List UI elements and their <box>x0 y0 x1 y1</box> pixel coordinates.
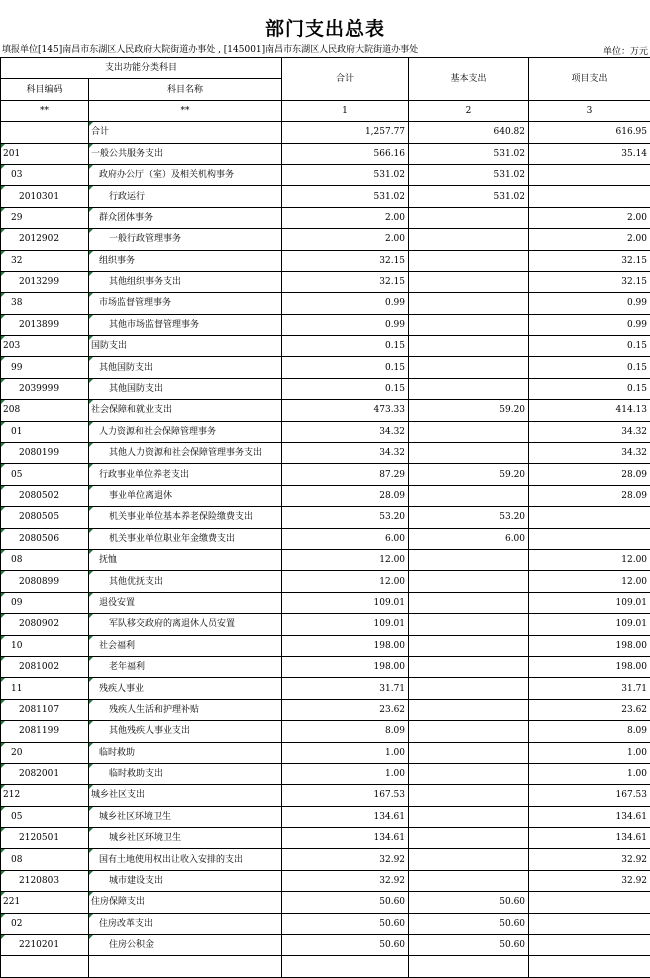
table-row <box>1 913 650 934</box>
table-row <box>1 828 650 849</box>
total-cell: 34.32 <box>282 421 409 442</box>
code-cell: 2081199 <box>1 721 89 742</box>
basic-cell: 640.82 <box>409 122 529 143</box>
total-cell: 50.60 <box>282 913 409 934</box>
project-cell <box>529 186 650 207</box>
total-cell: 2.00 <box>282 229 409 250</box>
code-cell: 08 <box>1 849 89 870</box>
name-cell: 抚恤 <box>89 549 282 570</box>
total-cell: 32.92 <box>282 849 409 870</box>
name-cell: 其他市场监督管理事务 <box>89 314 282 335</box>
project-cell: 0.15 <box>529 378 650 399</box>
total-cell: 0.15 <box>282 357 409 378</box>
project-cell: 616.95 <box>529 122 650 143</box>
table-row <box>1 250 650 271</box>
code-cell: 2081107 <box>1 699 89 720</box>
name-cell: 合计 <box>89 122 282 143</box>
header-name-star: ** <box>89 100 282 121</box>
name-cell: 政府办公厅（室）及相关机构事务 <box>89 164 282 185</box>
table-row <box>1 870 650 891</box>
name-cell: 城乡社区环境卫生 <box>89 806 282 827</box>
table-row <box>1 806 650 827</box>
header-project-index: 3 <box>529 100 650 121</box>
expenditure-table <box>0 57 650 978</box>
total-cell: 31.71 <box>282 678 409 699</box>
project-cell: 28.09 <box>529 485 650 506</box>
code-cell: 2080506 <box>1 528 89 549</box>
name-cell: 残疾人生活和护理补贴 <box>89 699 282 720</box>
project-cell <box>529 164 650 185</box>
code-cell: 09 <box>1 592 89 613</box>
code-cell: 08 <box>1 549 89 570</box>
table-row <box>1 186 650 207</box>
total-cell: 53.20 <box>282 507 409 528</box>
project-cell <box>529 935 650 956</box>
name-cell: 一般公共服务支出 <box>89 143 282 164</box>
total-cell: 566.16 <box>282 143 409 164</box>
basic-cell <box>409 443 529 464</box>
project-cell: 134.61 <box>529 806 650 827</box>
table-row <box>1 699 650 720</box>
project-cell: 35.14 <box>529 143 650 164</box>
total-cell: 109.01 <box>282 614 409 635</box>
table-row <box>1 485 650 506</box>
name-cell: 市场监督管理事务 <box>89 293 282 314</box>
total-cell: 1.00 <box>282 742 409 763</box>
table-row <box>1 956 650 977</box>
total-cell: 50.60 <box>282 935 409 956</box>
total-cell: 1,257.77 <box>282 122 409 143</box>
basic-cell <box>409 763 529 784</box>
code-cell: 2080199 <box>1 443 89 464</box>
basic-cell <box>409 549 529 570</box>
code-cell: 01 <box>1 421 89 442</box>
table-row <box>1 528 650 549</box>
name-cell: 其他优抚支出 <box>89 571 282 592</box>
code-cell: 2082001 <box>1 763 89 784</box>
total-cell: 12.00 <box>282 571 409 592</box>
total-cell: 198.00 <box>282 635 409 656</box>
project-cell: 32.92 <box>529 849 650 870</box>
project-cell <box>529 913 650 934</box>
basic-cell <box>409 614 529 635</box>
header-total-index: 1 <box>282 100 409 121</box>
basic-cell <box>409 742 529 763</box>
name-cell: 国有土地使用权出让收入安排的支出 <box>89 849 282 870</box>
name-cell: 其他组织事务支出 <box>89 271 282 292</box>
basic-cell <box>409 849 529 870</box>
name-cell: 社会福利 <box>89 635 282 656</box>
name-cell: 住房改革支出 <box>89 913 282 934</box>
total-cell: 8.09 <box>282 721 409 742</box>
table-row <box>1 571 650 592</box>
basic-cell: 53.20 <box>409 507 529 528</box>
basic-cell: 6.00 <box>409 528 529 549</box>
project-cell: 1.00 <box>529 763 650 784</box>
code-cell: 2010301 <box>1 186 89 207</box>
table-row <box>1 143 650 164</box>
project-cell: 32.92 <box>529 870 650 891</box>
basic-cell: 50.60 <box>409 892 529 913</box>
table-row <box>1 892 650 913</box>
project-cell: 12.00 <box>529 549 650 570</box>
code-cell: 99 <box>1 357 89 378</box>
total-cell: 32.15 <box>282 271 409 292</box>
code-cell: 2080505 <box>1 507 89 528</box>
code-cell: 10 <box>1 635 89 656</box>
project-cell: 2.00 <box>529 229 650 250</box>
code-cell: 221 <box>1 892 89 913</box>
name-cell: 人力资源和社会保障管理事务 <box>89 421 282 442</box>
table-row <box>1 293 650 314</box>
project-cell: 0.99 <box>529 314 650 335</box>
basic-cell <box>409 635 529 656</box>
total-cell: 50.60 <box>282 892 409 913</box>
table-row <box>1 400 650 421</box>
project-cell: 0.15 <box>529 336 650 357</box>
project-cell <box>529 528 650 549</box>
basic-cell <box>409 721 529 742</box>
code-cell: 2080899 <box>1 571 89 592</box>
project-cell: 2.00 <box>529 207 650 228</box>
basic-cell <box>409 229 529 250</box>
code-cell: 11 <box>1 678 89 699</box>
project-cell <box>529 507 650 528</box>
code-cell: 29 <box>1 207 89 228</box>
basic-cell: 531.02 <box>409 164 529 185</box>
table-row <box>1 229 650 250</box>
table-row <box>1 678 650 699</box>
project-cell: 12.00 <box>529 571 650 592</box>
total-cell <box>282 956 409 977</box>
code-cell <box>1 122 89 143</box>
total-cell: 34.32 <box>282 443 409 464</box>
code-cell: 2080502 <box>1 485 89 506</box>
basic-cell <box>409 785 529 806</box>
name-cell: 住房公积金 <box>89 935 282 956</box>
basic-cell <box>409 485 529 506</box>
basic-cell <box>409 806 529 827</box>
project-cell: 1.00 <box>529 742 650 763</box>
code-cell: 05 <box>1 806 89 827</box>
name-cell: 事业单位离退休 <box>89 485 282 506</box>
table-row <box>1 614 650 635</box>
project-cell: 32.15 <box>529 271 650 292</box>
project-cell <box>529 956 650 977</box>
name-cell: 行政事业单位养老支出 <box>89 464 282 485</box>
total-cell: 0.99 <box>282 293 409 314</box>
total-cell: 531.02 <box>282 186 409 207</box>
table-row <box>1 549 650 570</box>
project-cell: 23.62 <box>529 699 650 720</box>
total-cell: 134.61 <box>282 806 409 827</box>
project-cell: 109.01 <box>529 614 650 635</box>
code-cell: 203 <box>1 336 89 357</box>
total-cell: 0.99 <box>282 314 409 335</box>
code-cell: 32 <box>1 250 89 271</box>
name-cell: 城市建设支出 <box>89 870 282 891</box>
total-cell: 32.92 <box>282 870 409 891</box>
table-row <box>1 464 650 485</box>
project-cell: 31.71 <box>529 678 650 699</box>
name-cell: 群众团体事务 <box>89 207 282 228</box>
project-cell: 34.32 <box>529 443 650 464</box>
basic-cell <box>409 271 529 292</box>
project-cell: 8.09 <box>529 721 650 742</box>
name-cell: 退役安置 <box>89 592 282 613</box>
total-cell: 473.33 <box>282 400 409 421</box>
basic-cell: 50.60 <box>409 935 529 956</box>
name-cell: 残疾人事业 <box>89 678 282 699</box>
basic-cell <box>409 336 529 357</box>
reporting-unit: 填报单位[145]南昌市东湖区人民政府大院街道办事处 , [145001]南昌市东湖区人民政府大院街道办事处 <box>2 42 418 55</box>
project-cell: 0.15 <box>529 357 650 378</box>
basic-cell <box>409 956 529 977</box>
name-cell: 国防支出 <box>89 336 282 357</box>
table-row <box>1 443 650 464</box>
code-cell: 2012902 <box>1 229 89 250</box>
basic-cell: 59.20 <box>409 464 529 485</box>
basic-cell <box>409 656 529 677</box>
table-body <box>1 122 650 978</box>
code-cell: 02 <box>1 913 89 934</box>
code-cell: 2013899 <box>1 314 89 335</box>
project-cell: 414.13 <box>529 400 650 421</box>
total-cell: 32.15 <box>282 250 409 271</box>
name-cell: 其他国防支出 <box>89 378 282 399</box>
header-name: 科目名称 <box>89 79 282 100</box>
table-row <box>1 635 650 656</box>
name-cell: 临时救助 <box>89 742 282 763</box>
code-cell: 212 <box>1 785 89 806</box>
code-cell: 2081002 <box>1 656 89 677</box>
table-row <box>1 763 650 784</box>
basic-cell: 531.02 <box>409 143 529 164</box>
project-cell: 0.99 <box>529 293 650 314</box>
name-cell: 组织事务 <box>89 250 282 271</box>
header-code-star: ** <box>1 100 89 121</box>
basic-cell <box>409 293 529 314</box>
total-cell: 198.00 <box>282 656 409 677</box>
table-row <box>1 721 650 742</box>
table-row <box>1 935 650 956</box>
basic-cell <box>409 250 529 271</box>
name-cell: 其他残疾人事业支出 <box>89 721 282 742</box>
total-cell: 134.61 <box>282 828 409 849</box>
project-cell: 134.61 <box>529 828 650 849</box>
code-cell: 2080902 <box>1 614 89 635</box>
header-total: 合计 <box>282 58 409 101</box>
table-row <box>1 421 650 442</box>
total-cell: 28.09 <box>282 485 409 506</box>
code-cell: 2013299 <box>1 271 89 292</box>
name-cell: 老年福利 <box>89 656 282 677</box>
name-cell: 机关事业单位职业年金缴费支出 <box>89 528 282 549</box>
project-cell: 167.53 <box>529 785 650 806</box>
project-cell: 198.00 <box>529 635 650 656</box>
total-cell: 12.00 <box>282 549 409 570</box>
code-cell: 20 <box>1 742 89 763</box>
name-cell <box>89 956 282 977</box>
header-basic: 基本支出 <box>409 58 529 101</box>
project-cell: 109.01 <box>529 592 650 613</box>
total-cell: 23.62 <box>282 699 409 720</box>
name-cell: 行政运行 <box>89 186 282 207</box>
project-cell: 198.00 <box>529 656 650 677</box>
basic-cell <box>409 678 529 699</box>
project-cell: 34.32 <box>529 421 650 442</box>
basic-cell <box>409 357 529 378</box>
name-cell: 社会保障和就业支出 <box>89 400 282 421</box>
basic-cell: 59.20 <box>409 400 529 421</box>
table-row <box>1 785 650 806</box>
unit-label: 单位：万元 <box>603 44 648 57</box>
table-row <box>1 336 650 357</box>
code-cell: 201 <box>1 143 89 164</box>
code-cell: 05 <box>1 464 89 485</box>
name-cell: 住房保障支出 <box>89 892 282 913</box>
total-cell: 1.00 <box>282 763 409 784</box>
code-cell: 2120803 <box>1 870 89 891</box>
code-cell: 2120501 <box>1 828 89 849</box>
total-cell: 2.00 <box>282 207 409 228</box>
basic-cell <box>409 828 529 849</box>
table-row <box>1 742 650 763</box>
table-row <box>1 656 650 677</box>
project-cell <box>529 892 650 913</box>
basic-cell <box>409 571 529 592</box>
table-row <box>1 271 650 292</box>
table-row <box>1 849 650 870</box>
table-row <box>1 592 650 613</box>
table-row <box>1 507 650 528</box>
table-row <box>1 357 650 378</box>
header-code: 科目编码 <box>1 79 89 100</box>
header-function-group: 支出功能分类科目 <box>1 58 282 79</box>
basic-cell <box>409 207 529 228</box>
name-cell: 军队移交政府的离退休人员安置 <box>89 614 282 635</box>
basic-cell: 531.02 <box>409 186 529 207</box>
basic-cell <box>409 870 529 891</box>
project-cell: 28.09 <box>529 464 650 485</box>
table-row <box>1 314 650 335</box>
total-cell: 0.15 <box>282 378 409 399</box>
page-title: 部门支出总表 <box>0 14 650 41</box>
name-cell: 城乡社区支出 <box>89 785 282 806</box>
project-cell: 32.15 <box>529 250 650 271</box>
basic-cell <box>409 314 529 335</box>
name-cell: 其他国防支出 <box>89 357 282 378</box>
header-basic-index: 2 <box>409 100 529 121</box>
total-cell: 109.01 <box>282 592 409 613</box>
table-row <box>1 122 650 143</box>
total-cell: 531.02 <box>282 164 409 185</box>
basic-cell <box>409 592 529 613</box>
name-cell: 城乡社区环境卫生 <box>89 828 282 849</box>
total-cell: 0.15 <box>282 336 409 357</box>
total-cell: 6.00 <box>282 528 409 549</box>
basic-cell <box>409 421 529 442</box>
code-cell: 208 <box>1 400 89 421</box>
code-cell: 03 <box>1 164 89 185</box>
total-cell: 87.29 <box>282 464 409 485</box>
basic-cell <box>409 699 529 720</box>
name-cell: 其他人力资源和社会保障管理事务支出 <box>89 443 282 464</box>
header-project: 项目支出 <box>529 58 650 101</box>
name-cell: 一般行政管理事务 <box>89 229 282 250</box>
total-cell: 167.53 <box>282 785 409 806</box>
table-row <box>1 164 650 185</box>
table-row <box>1 207 650 228</box>
table-row <box>1 378 650 399</box>
code-cell <box>1 956 89 977</box>
code-cell: 2039999 <box>1 378 89 399</box>
name-cell: 机关事业单位基本养老保险缴费支出 <box>89 507 282 528</box>
basic-cell <box>409 378 529 399</box>
name-cell: 临时救助支出 <box>89 763 282 784</box>
basic-cell: 50.60 <box>409 913 529 934</box>
code-cell: 2210201 <box>1 935 89 956</box>
code-cell: 38 <box>1 293 89 314</box>
